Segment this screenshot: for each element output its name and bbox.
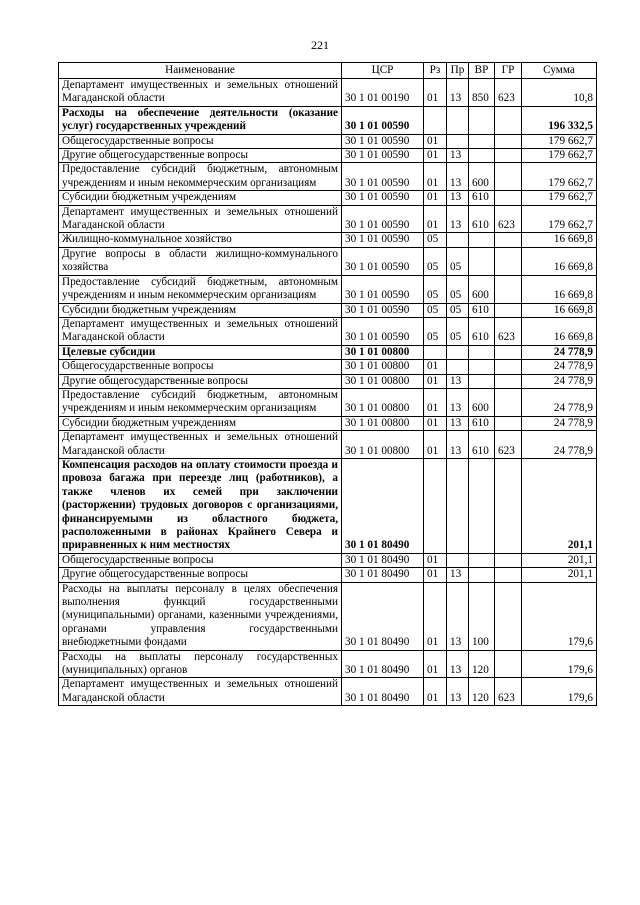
cell-rz: 01 <box>424 374 447 388</box>
cell-rz: 01 <box>424 582 447 650</box>
cell-pr <box>447 345 469 359</box>
cell-gr <box>495 134 522 148</box>
table-row <box>59 275 597 303</box>
cell-rz: 01 <box>424 678 447 706</box>
cell-pr: 13 <box>447 678 469 706</box>
cell-csr: 30 1 01 00590 <box>342 317 424 345</box>
cell-gr <box>495 374 522 388</box>
cell-gr: 623 <box>495 205 522 233</box>
cell-csr: 30 1 01 80490 <box>342 582 424 650</box>
cell-sum: 10,8 <box>522 79 597 107</box>
cell-gr <box>495 416 522 430</box>
cell-gr <box>495 568 522 582</box>
cell-name: Расходы на обеспечение деятельности (оказание услуг) государственных учреждений <box>59 106 342 134</box>
table-row <box>59 106 597 134</box>
header-gr: ГР <box>495 63 522 79</box>
cell-vr <box>469 360 495 374</box>
cell-csr: 30 1 01 00590 <box>342 275 424 303</box>
cell-sum: 201,1 <box>522 568 597 582</box>
table-row <box>59 374 597 388</box>
cell-vr <box>469 568 495 582</box>
cell-name: Департамент имущественных и земельных отношений Магаданской области <box>59 317 342 345</box>
cell-vr <box>469 553 495 567</box>
cell-sum: 16 669,8 <box>522 233 597 247</box>
cell-vr: 850 <box>469 79 495 107</box>
table-row <box>59 582 597 650</box>
cell-gr <box>495 388 522 416</box>
cell-csr: 30 1 01 00800 <box>342 374 424 388</box>
cell-pr: 05 <box>447 247 469 275</box>
cell-pr: 13 <box>447 582 469 650</box>
cell-gr <box>495 275 522 303</box>
cell-rz: 01 <box>424 191 447 205</box>
cell-gr: 623 <box>495 317 522 345</box>
cell-csr: 30 1 01 00590 <box>342 191 424 205</box>
cell-pr <box>447 360 469 374</box>
table-row <box>59 568 597 582</box>
budget-table <box>58 62 597 706</box>
cell-gr <box>495 553 522 567</box>
cell-gr: 623 <box>495 79 522 107</box>
cell-name: Другие вопросы в области жилищно-коммунального хозяйства <box>59 247 342 275</box>
cell-pr: 05 <box>447 317 469 345</box>
cell-rz <box>424 106 447 134</box>
cell-rz <box>424 458 447 553</box>
table-row <box>59 163 597 191</box>
cell-name: Департамент имущественных и земельных отношений Магаданской области <box>59 431 342 459</box>
cell-gr: 623 <box>495 431 522 459</box>
cell-name: Субсидии бюджетным учреждениям <box>59 303 342 317</box>
cell-vr: 610 <box>469 191 495 205</box>
table-row <box>59 247 597 275</box>
cell-name: Предоставление субсидий бюджетным, автономным учреждениям и иным некоммерческим организациям <box>59 388 342 416</box>
cell-vr <box>469 134 495 148</box>
cell-name: Расходы на выплаты персоналу в целях обеспечения выполнения функций государственными (муниципальными) органами, казенными учреждениями, органами управления государственными внебюджетными фондами <box>59 582 342 650</box>
cell-csr: 30 1 01 00590 <box>342 149 424 163</box>
cell-name: Департамент имущественных и земельных отношений Магаданской области <box>59 205 342 233</box>
cell-name: Общегосударственные вопросы <box>59 134 342 148</box>
cell-pr: 13 <box>447 205 469 233</box>
cell-name: Субсидии бюджетным учреждениям <box>59 191 342 205</box>
table-row <box>59 134 597 148</box>
cell-rz: 05 <box>424 233 447 247</box>
header-rz: Рз <box>424 63 447 79</box>
cell-csr: 30 1 01 00800 <box>342 360 424 374</box>
cell-pr: 05 <box>447 275 469 303</box>
cell-pr <box>447 553 469 567</box>
header-sum: Сумма <box>522 63 597 79</box>
cell-rz <box>424 345 447 359</box>
cell-name: Расходы на выплаты персоналу государственных (муниципальных) органов <box>59 650 342 678</box>
cell-csr: 30 1 01 00590 <box>342 247 424 275</box>
cell-csr: 30 1 01 00590 <box>342 303 424 317</box>
cell-rz: 05 <box>424 275 447 303</box>
cell-name: Компенсация расходов на оплату стоимости проезда и провоза багажа при переезде лиц (работников), а также членов их семей при заключении (расторжении) трудовых договоров с организациями, финансируемыми из областного бюджета, расположенными в районах Крайнего Севера и приравненных к ним местностях <box>59 458 342 553</box>
cell-gr <box>495 233 522 247</box>
cell-name: Департамент имущественных и земельных отношений Магаданской области <box>59 678 342 706</box>
cell-rz: 01 <box>424 553 447 567</box>
table-row <box>59 149 597 163</box>
cell-name: Общегосударственные вопросы <box>59 553 342 567</box>
cell-rz: 05 <box>424 247 447 275</box>
cell-name: Другие общегосударственные вопросы <box>59 149 342 163</box>
cell-pr: 05 <box>447 303 469 317</box>
cell-pr: 13 <box>447 650 469 678</box>
cell-csr: 30 1 01 80490 <box>342 458 424 553</box>
cell-sum: 16 669,8 <box>522 275 597 303</box>
cell-csr: 30 1 01 80490 <box>342 650 424 678</box>
cell-pr: 13 <box>447 191 469 205</box>
cell-sum: 16 669,8 <box>522 317 597 345</box>
header-vr: ВР <box>469 63 495 79</box>
cell-vr: 120 <box>469 678 495 706</box>
cell-name: Общегосударственные вопросы <box>59 360 342 374</box>
cell-csr: 30 1 01 80490 <box>342 553 424 567</box>
table-row <box>59 388 597 416</box>
table-row <box>59 205 597 233</box>
cell-vr: 610 <box>469 303 495 317</box>
cell-rz: 01 <box>424 650 447 678</box>
cell-rz: 01 <box>424 360 447 374</box>
cell-sum: 16 669,8 <box>522 247 597 275</box>
cell-pr: 13 <box>447 79 469 107</box>
cell-vr <box>469 233 495 247</box>
table-row <box>59 678 597 706</box>
header-csr: ЦСР <box>342 63 424 79</box>
cell-gr: 623 <box>495 678 522 706</box>
cell-vr <box>469 149 495 163</box>
cell-csr: 30 1 01 00590 <box>342 205 424 233</box>
cell-csr: 30 1 01 80490 <box>342 678 424 706</box>
cell-sum: 24 778,9 <box>522 345 597 359</box>
cell-rz: 01 <box>424 568 447 582</box>
cell-vr: 610 <box>469 416 495 430</box>
cell-pr: 13 <box>447 374 469 388</box>
cell-gr <box>495 582 522 650</box>
cell-vr: 120 <box>469 650 495 678</box>
cell-gr <box>495 458 522 553</box>
cell-csr: 30 1 01 00590 <box>342 163 424 191</box>
cell-rz: 01 <box>424 431 447 459</box>
cell-csr: 30 1 01 00800 <box>342 388 424 416</box>
cell-name: Предоставление субсидий бюджетным, автономным учреждениям и иным некоммерческим организациям <box>59 275 342 303</box>
table-row <box>59 317 597 345</box>
cell-sum: 24 778,9 <box>522 416 597 430</box>
cell-csr: 30 1 01 00800 <box>342 345 424 359</box>
cell-pr: 13 <box>447 388 469 416</box>
cell-vr: 610 <box>469 431 495 459</box>
cell-rz: 05 <box>424 303 447 317</box>
cell-csr: 30 1 01 00800 <box>342 431 424 459</box>
cell-gr <box>495 149 522 163</box>
table-row <box>59 458 597 553</box>
cell-rz: 01 <box>424 205 447 233</box>
cell-vr: 610 <box>469 317 495 345</box>
cell-vr <box>469 458 495 553</box>
cell-vr: 600 <box>469 275 495 303</box>
cell-sum: 196 332,5 <box>522 106 597 134</box>
cell-sum: 24 778,9 <box>522 388 597 416</box>
cell-pr <box>447 134 469 148</box>
cell-csr: 30 1 01 00590 <box>342 134 424 148</box>
cell-sum: 179 662,7 <box>522 191 597 205</box>
cell-vr: 600 <box>469 163 495 191</box>
cell-csr: 30 1 01 00590 <box>342 106 424 134</box>
cell-name: Предоставление субсидий бюджетным, автономным учреждениям и иным некоммерческим организациям <box>59 163 342 191</box>
cell-name: Другие общегосударственные вопросы <box>59 374 342 388</box>
cell-gr <box>495 191 522 205</box>
table-row <box>59 416 597 430</box>
cell-gr <box>495 345 522 359</box>
cell-pr: 13 <box>447 568 469 582</box>
cell-pr: 13 <box>447 149 469 163</box>
cell-rz: 01 <box>424 388 447 416</box>
cell-rz: 01 <box>424 134 447 148</box>
table-row <box>59 303 597 317</box>
cell-pr <box>447 106 469 134</box>
cell-sum: 24 778,9 <box>522 360 597 374</box>
table-row <box>59 191 597 205</box>
table-row <box>59 553 597 567</box>
header-name: Наименование <box>59 63 342 79</box>
cell-name: Жилищно-коммунальное хозяйство <box>59 233 342 247</box>
cell-gr <box>495 360 522 374</box>
table-row <box>59 233 597 247</box>
cell-gr <box>495 303 522 317</box>
page-number: 221 <box>311 38 329 52</box>
cell-sum: 179 662,7 <box>522 134 597 148</box>
cell-gr <box>495 106 522 134</box>
table-body <box>59 79 597 706</box>
table-row <box>59 431 597 459</box>
cell-pr: 13 <box>447 416 469 430</box>
cell-sum: 179,6 <box>522 582 597 650</box>
cell-vr <box>469 345 495 359</box>
cell-sum: 24 778,9 <box>522 374 597 388</box>
cell-csr: 30 1 01 00190 <box>342 79 424 107</box>
cell-vr: 610 <box>469 205 495 233</box>
cell-rz: 05 <box>424 317 447 345</box>
cell-vr <box>469 106 495 134</box>
cell-sum: 24 778,9 <box>522 431 597 459</box>
cell-gr <box>495 247 522 275</box>
table-row <box>59 650 597 678</box>
table-row <box>59 360 597 374</box>
cell-csr: 30 1 01 80490 <box>342 568 424 582</box>
cell-sum: 201,1 <box>522 458 597 553</box>
cell-rz: 01 <box>424 416 447 430</box>
cell-name: Субсидии бюджетным учреждениям <box>59 416 342 430</box>
cell-sum: 201,1 <box>522 553 597 567</box>
cell-pr <box>447 233 469 247</box>
cell-pr: 13 <box>447 163 469 191</box>
header-pr: Пр <box>447 63 469 79</box>
cell-name: Другие общегосударственные вопросы <box>59 568 342 582</box>
cell-rz: 01 <box>424 79 447 107</box>
cell-csr: 30 1 01 00800 <box>342 416 424 430</box>
cell-gr <box>495 650 522 678</box>
cell-gr <box>495 163 522 191</box>
cell-name: Целевые субсидии <box>59 345 342 359</box>
cell-rz: 01 <box>424 163 447 191</box>
cell-vr <box>469 247 495 275</box>
table-row <box>59 79 597 107</box>
cell-vr <box>469 374 495 388</box>
cell-sum: 179 662,7 <box>522 205 597 233</box>
cell-pr: 13 <box>447 431 469 459</box>
cell-pr <box>447 458 469 553</box>
cell-sum: 179 662,7 <box>522 163 597 191</box>
cell-vr: 600 <box>469 388 495 416</box>
table-header-row <box>59 63 597 79</box>
cell-sum: 179 662,7 <box>522 149 597 163</box>
cell-rz: 01 <box>424 149 447 163</box>
cell-sum: 16 669,8 <box>522 303 597 317</box>
cell-name: Департамент имущественных и земельных отношений Магаданской области <box>59 79 342 107</box>
cell-vr: 100 <box>469 582 495 650</box>
table-row <box>59 345 597 359</box>
cell-sum: 179,6 <box>522 678 597 706</box>
cell-csr: 30 1 01 00590 <box>342 233 424 247</box>
cell-sum: 179,6 <box>522 650 597 678</box>
